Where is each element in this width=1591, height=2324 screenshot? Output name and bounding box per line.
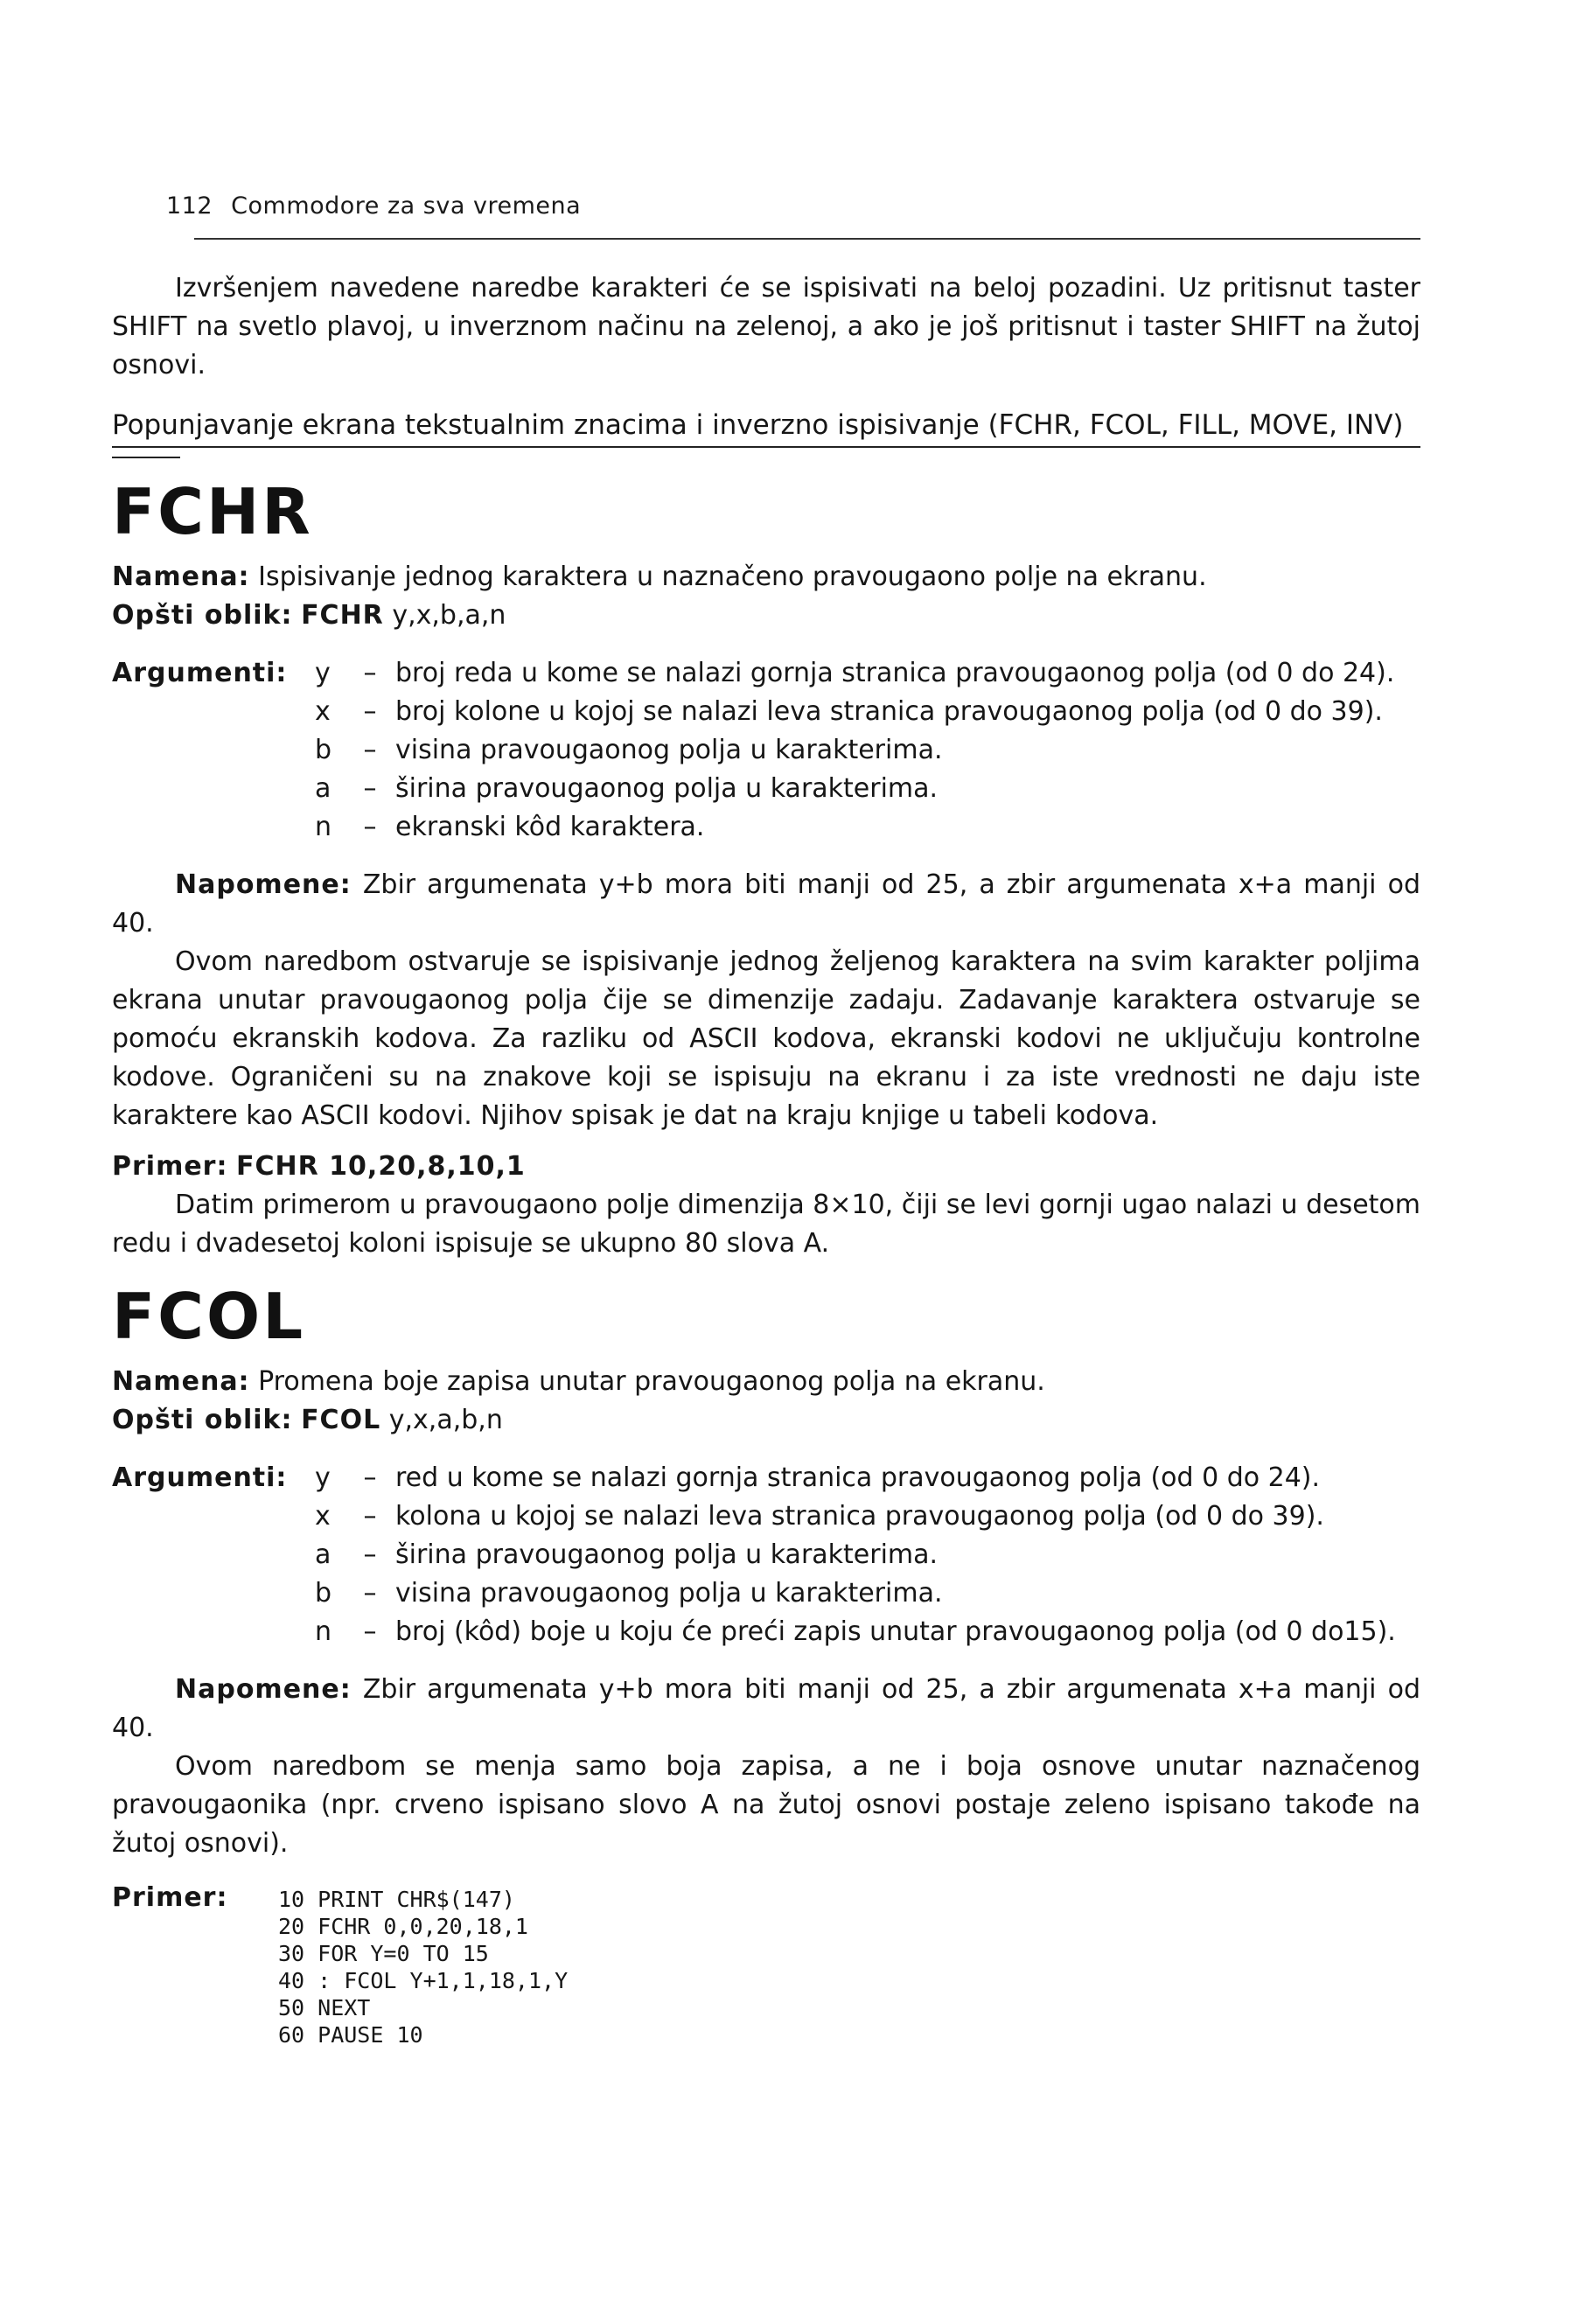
fcol-arg-dash: – [363,1501,377,1532]
fcol-namena-label: Namena: [112,1366,250,1397]
fchr-arguments [112,654,1420,847]
code-line: 50 NEXT [278,1995,371,2020]
fchr-namena-label: Namena: [112,562,250,592]
fchr-arg-dash: – [363,735,377,765]
code-line: 20 FCHR 0,0,20,18,1 [278,1914,528,1939]
fcol-primer [112,1879,1420,2048]
fcol-opsti-cmd: FCOL [301,1405,381,1435]
fchr-arg-var: y [315,658,331,688]
fcol-namena [112,1363,1420,1401]
fcol-arg-var: a [315,1539,331,1570]
fchr-argumenti-label: Argumenti: [112,658,288,688]
fcol-arg-text: red u kome se nalazi gornja stranica pravougaonog polja (od 0 do 24). [395,1462,1321,1493]
arg-label-spacer [112,808,315,847]
fchr-napomene-text: Zbir argumenata y+b mora biti manji od 25, a zbir argumenata x+a manji od 40. [112,869,1420,939]
fchr-description: Ovom naredbom ostvaruje se ispisivanje jednog željenog karaktera na svim karakter poljima ekrana unutar pravougaonog polja čije se dimenzije zadaju. Zadavanje karaktera ostvaruje se pomoću ekranskih kodova. Za razliku od ASCII kodova, ekranski kodovi ne uključuju kontrolne kodove. Ograničeni su na znakove koji se ispisuju na ekranu i za iste vrednosti ne daju iste karaktere kao ASCII kodovi. Njihov spisak je dat na kraju knjige u tabeli kodova. [112,946,1420,1131]
fchr-title: FCHR [112,475,313,548]
fchr-namena-text: Ispisivanje jednog karaktera u naznačeno pravougaono polje na ekranu. [258,562,1207,592]
fcol-arg-var: n [315,1616,332,1647]
arg-label-spacer [112,770,315,808]
page-number: 112 [166,192,213,220]
fcol-arguments [112,1459,1420,1651]
fchr-opsti-label: Opšti oblik: [112,600,293,631]
fcol-namena-text: Promena boje zapisa unutar pravougaonog polja na ekranu. [258,1366,1045,1397]
fchr-arg-row [112,731,1420,770]
fcol-arg-var: b [315,1578,332,1609]
fcol-arg-dash: – [363,1616,377,1647]
fchr-arg-dash: – [363,658,377,688]
arg-label-spacer [112,1497,315,1536]
fcol-description: Ovom naredbom se menja samo boja zapisa, a ne i boja osnove unutar naznačenog pravougaonika (npr. crveno ispisano slovo A na žutoj osnovi postaje zeleno ispisano takođe na žutoj osnovi). [112,1751,1420,1859]
intro-paragraph: Izvršenjem navedene naredbe karakteri će se ispisivati na beloj pozadini. Uz pritisnut taster SHIFT na svetlo plavoj, u inverznom načinu na zelenoj, a ako je još pritisnut i taster SHIFT na žutoj osnovi. [112,273,1420,380]
fchr-opsti-args: y,x,b,a,n [392,600,506,631]
fcol-opsti-args: y,x,a,b,n [388,1405,503,1435]
fchr-arg-dash: – [363,812,377,842]
fcol-arg-text: kolona u kojoj se nalazi leva stranica pravougaonog polja (od 0 do 39). [395,1501,1324,1532]
fcol-title: FCOL [112,1280,306,1353]
fchr-arg-text: broj reda u kome se nalazi gornja stranica pravougaonog polja (od 0 do 24). [395,658,1395,688]
page-body [112,269,1420,2048]
section-heading-rule [112,457,180,458]
code-listing [278,1879,568,2048]
arg-label-spacer [112,1613,315,1651]
fchr-arg-text: ekranski kôd karaktera. [395,812,705,842]
fchr-arg-var: a [315,773,331,804]
running-title: Commodore za sva vremena [231,192,582,220]
arg-label-spacer [112,1536,315,1574]
arg-label-spacer [112,731,315,770]
header-rule [194,238,1420,240]
fchr-primer-code: FCHR 10,20,8,10,1 [236,1151,526,1182]
fchr-arg-text: broj kolone u kojoj se nalazi leva stranica pravougaonog polja (od 0 do 39). [395,696,1383,727]
fcol-arg-text: broj (kôd) boje u koju će preći zapis unutar pravougaonog polja (od 0 do15). [395,1616,1396,1647]
fchr-arg-text: širina pravougaonog polja u karakterima. [395,773,939,804]
fcol-arg-row [112,1536,1420,1574]
fchr-opsti-cmd: FCHR [301,600,384,631]
code-line: 40 : FCOL Y+1,1,18,1,Y [278,1968,569,1993]
fcol-arg-row [112,1459,1420,1497]
fcol-argumenti-label: Argumenti: [112,1462,288,1493]
fchr-arg-var: b [315,735,332,765]
fchr-arg-row [112,654,1420,693]
fcol-arg-row [112,1613,1420,1651]
fchr-arg-var: n [315,812,332,842]
running-head [166,192,581,220]
fcol-primer-label: Primer: [112,1882,228,1913]
arg-label-spacer [112,1574,315,1613]
fcol-arg-row [112,1574,1420,1613]
fchr-arg-dash: – [363,696,377,727]
fcol-arg-var: y [315,1462,331,1493]
fchr-arg-row [112,693,1420,731]
fchr-arg-row [112,770,1420,808]
fcol-arg-var: x [315,1501,331,1532]
fchr-primer [112,1148,1420,1186]
code-line: 10 PRINT CHR$(147) [278,1887,515,1912]
fcol-arg-text: visina pravougaonog polja u karakterima. [395,1578,943,1609]
fcol-arg-dash: – [363,1462,377,1493]
fcol-arg-row [112,1497,1420,1536]
code-line: 60 PAUSE 10 [278,2022,423,2048]
fchr-arg-text: visina pravougaonog polja u karakterima. [395,735,943,765]
fchr-arg-dash: – [363,773,377,804]
fcol-napomene-text: Zbir argumenata y+b mora biti manji od 25, a zbir argumenata x+a manji od 40. [112,1674,1420,1743]
fcol-arg-text: širina pravougaonog polja u karakterima. [395,1539,939,1570]
fchr-opsti-oblik [112,597,1420,635]
fchr-arg-var: x [315,696,331,727]
fchr-arg-row [112,808,1420,847]
fchr-primer-label: Primer: [112,1151,228,1182]
fcol-napomene [112,1671,1420,1748]
section-heading: Popunjavanje ekrana tekstualnim znacima i inverzno ispisivanje (FCHR, FCOL, FILL, MOVE, INV) [112,406,1420,448]
arg-label-spacer [112,693,315,731]
fchr-primer-text: Datim primerom u pravougaono polje dimenzija 8×10, čiji se levi gornji ugao nalazi u desetom redu i dvadesetoj koloni ispisuje se ukupno 80 slova A. [112,1190,1420,1259]
fchr-napomene-label: Napomene: [175,869,352,900]
fcol-arg-dash: – [363,1539,377,1570]
fchr-napomene [112,866,1420,943]
fcol-opsti-label: Opšti oblik: [112,1405,293,1435]
fchr-namena [112,558,1420,597]
fcol-arg-dash: – [363,1578,377,1609]
fcol-napomene-label: Napomene: [175,1674,352,1705]
fcol-opsti-oblik [112,1401,1420,1440]
code-line: 30 FOR Y=0 TO 15 [278,1941,489,1966]
